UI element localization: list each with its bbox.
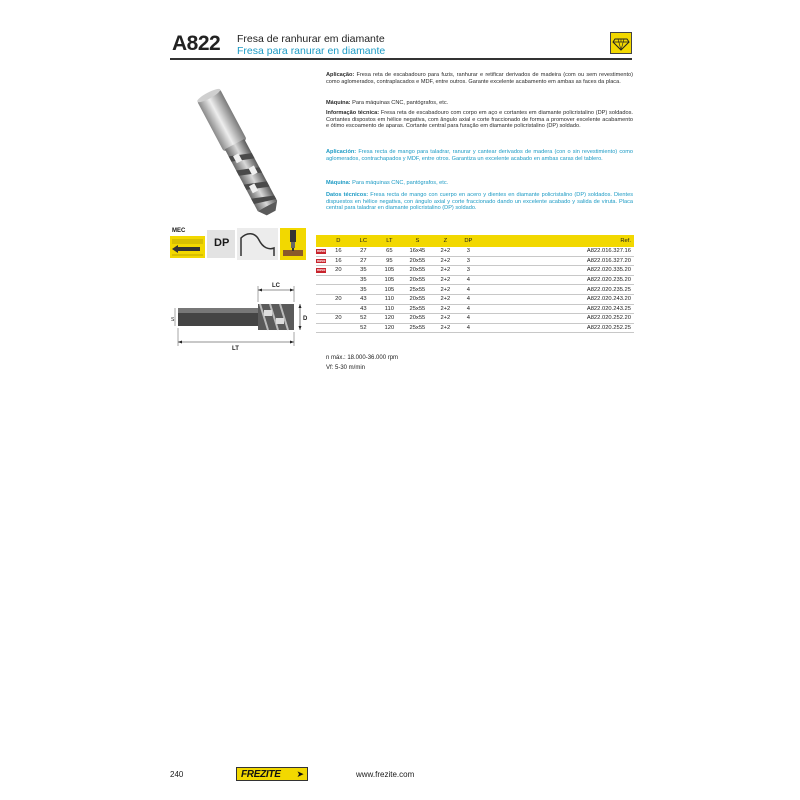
cell-lc: 35 — [350, 285, 376, 295]
cell-lt: 65 — [376, 247, 402, 256]
header-divider — [170, 58, 632, 60]
cell-ref: A822.020.243.25 — [478, 304, 634, 314]
table-row — [316, 323, 634, 333]
new-cell — [316, 304, 326, 314]
cell-lt: 105 — [376, 285, 402, 295]
diamond-icon — [610, 32, 632, 54]
application-es: Aplicación: Fresa recta de mango para taladrar, ranurar y cantear derivados de madera (con o sin revestimiento) como aglomerados, contrachapados y MDF, entre otros. Garantiza un excelente acabado en ambas caras del tablero. — [326, 149, 633, 162]
cell-d: 20 — [326, 266, 350, 276]
cell-s: 16x45 — [402, 247, 432, 256]
cell-lc: 52 — [350, 323, 376, 333]
product-title-es: Fresa para ranurar en diamante — [237, 45, 386, 57]
table-row — [316, 304, 634, 314]
cell-z: 2+2 — [432, 285, 458, 295]
product-title-pt: Fresa de ranhurar em diamante — [237, 33, 385, 45]
cell-d: 20 — [326, 314, 350, 324]
cell-s: 20x55 — [402, 314, 432, 324]
frezite-logo — [236, 767, 308, 781]
table-row — [316, 247, 634, 256]
lt-dimension-label: LT — [232, 346, 239, 352]
new-cell — [316, 247, 326, 256]
cell-lc: 35 — [350, 266, 376, 276]
profile-icon — [237, 228, 278, 260]
machine-pt: Máquina: Para máquinas CNC, pantógrafos, etc. — [326, 100, 449, 106]
cell-lt: 120 — [376, 323, 402, 333]
cell-d: 16 — [326, 256, 350, 266]
cell-lc: 43 — [350, 304, 376, 314]
table-header-row — [316, 235, 634, 247]
cell-lc: 52 — [350, 314, 376, 324]
product-code: A822 — [172, 32, 221, 55]
cell-dp: 4 — [458, 304, 478, 314]
s-dimension-label: S — [171, 317, 175, 323]
new-badge: novo — [317, 249, 326, 254]
cell-d: 16 — [326, 247, 350, 256]
table-row — [316, 275, 634, 285]
cell-dp: 3 — [458, 266, 478, 276]
table-row — [316, 285, 634, 295]
cell-lt: 120 — [376, 314, 402, 324]
cell-z: 2+2 — [432, 266, 458, 276]
cell-lc: 43 — [350, 294, 376, 304]
cell-lt: 105 — [376, 275, 402, 285]
new-cell — [316, 285, 326, 295]
cnc-machine-icon — [280, 228, 306, 260]
spec-table — [316, 235, 634, 333]
cell-ref: A822.020.252.25 — [478, 323, 634, 333]
cell-dp: 4 — [458, 294, 478, 304]
cell-s: 20x55 — [402, 294, 432, 304]
cell-dp: 3 — [458, 247, 478, 256]
cell-d — [326, 275, 350, 285]
max-rpm: n máx.: 18.000-36.000 rpm — [326, 355, 399, 361]
feed-rate: Vf: 5-30 m/min — [326, 365, 366, 371]
page-number: 240 — [170, 770, 184, 779]
new-cell — [316, 294, 326, 304]
cell-d — [326, 323, 350, 333]
new-cell — [316, 256, 326, 266]
cell-s: 25x55 — [402, 285, 432, 295]
cell-ref: A822.020.235.20 — [478, 275, 634, 285]
application-pt: Aplicação: Fresa reta de escabadouro para fuzis, ranhurar e retificar derivados de madeira (com ou sem revestimento) como aglomerados, contraplacados e MDF, entre outros. Garante excelente acabamento em ambas as faces da placa. — [326, 72, 633, 85]
cell-ref: A822.020.235.25 — [478, 285, 634, 295]
cell-ref: A822.020.252.20 — [478, 314, 634, 324]
machine-es: Máquina: Para máquinas CNC, pantógrafos, etc. — [326, 180, 449, 186]
lc-dimension-label: LC — [272, 283, 280, 289]
cell-lc: 35 — [350, 275, 376, 285]
cell-dp: 4 — [458, 323, 478, 333]
table-row — [316, 314, 634, 324]
cell-ref: A822.020.335.20 — [478, 266, 634, 276]
cell-dp: 4 — [458, 275, 478, 285]
technical-info-pt: Informação técnica: Fresa reta de escabadouro com corpo em aço e cortantes em diamante policristalino (DP) soldados. Cortantes dispostos em hélice negativa, com ângulo axial e corte fraccionado de forma a promover excelente acabamento e ótimo escoamento de aparas. Cortante central para furação em diamante policristalino (DP) soldado. — [326, 110, 633, 130]
feed-direction-icon — [170, 236, 205, 258]
d-dimension-label: D — [303, 316, 308, 322]
cell-s: 20x55 — [402, 275, 432, 285]
table-row — [316, 294, 634, 304]
cell-s: 25x55 — [402, 323, 432, 333]
table-row — [316, 256, 634, 266]
header-ref: Ref. — [478, 235, 634, 247]
header-lc: LC — [350, 235, 376, 247]
logo-arrow-icon: ➤ — [296, 769, 304, 779]
cell-d: 20 — [326, 294, 350, 304]
header-d: D — [326, 235, 350, 247]
cell-lt: 105 — [376, 266, 402, 276]
tool-photo — [168, 82, 316, 230]
cell-s: 25x55 — [402, 304, 432, 314]
cell-z: 2+2 — [432, 275, 458, 285]
cell-d — [326, 304, 350, 314]
header-new — [316, 235, 326, 247]
cell-lt: 95 — [376, 256, 402, 266]
new-badge: novo — [317, 268, 326, 273]
new-cell — [316, 323, 326, 333]
cell-lc: 27 — [350, 247, 376, 256]
mec-label: MEC — [172, 228, 186, 234]
header-lt: LT — [376, 235, 402, 247]
cell-lt: 110 — [376, 304, 402, 314]
cell-dp: 3 — [458, 256, 478, 266]
cell-lc: 27 — [350, 256, 376, 266]
technical-info-es: Datos técnicos: Fresa recta de mango con cuerpo en acero y dientes en diamante policristalino (DP) soldados. Dientes dispuestos en hélice negativa, con ángulo axial y corte fraccionado dando un excelente acabado y salida de viruta. Placa central para taladrar en diamante policristalino (DP) soldado. — [326, 192, 633, 212]
cell-dp: 4 — [458, 285, 478, 295]
cell-lt: 110 — [376, 294, 402, 304]
cell-ref: A822.016.327.16 — [478, 247, 634, 256]
new-cell — [316, 266, 326, 276]
technical-drawing — [160, 276, 318, 356]
header-s: S — [402, 235, 432, 247]
new-cell — [316, 275, 326, 285]
table-row — [316, 266, 634, 276]
cell-s: 20x55 — [402, 266, 432, 276]
header-z: Z — [432, 235, 458, 247]
dp-label: DP — [214, 237, 230, 249]
cell-ref: A822.020.243.20 — [478, 294, 634, 304]
cell-s: 20x55 — [402, 256, 432, 266]
logo-text: FREZITE — [241, 769, 281, 780]
header-dp: DP — [458, 235, 478, 247]
cell-d — [326, 285, 350, 295]
cell-ref: A822.016.327.20 — [478, 256, 634, 266]
cell-z: 2+2 — [432, 247, 458, 256]
cell-z: 2+2 — [432, 256, 458, 266]
new-badge: novo — [317, 258, 326, 263]
cell-z: 2+2 — [432, 304, 458, 314]
cell-z: 2+2 — [432, 323, 458, 333]
cell-dp: 4 — [458, 314, 478, 324]
new-cell — [316, 314, 326, 324]
cell-z: 2+2 — [432, 314, 458, 324]
cell-z: 2+2 — [432, 294, 458, 304]
website-link[interactable]: www.frezite.com — [356, 770, 415, 779]
